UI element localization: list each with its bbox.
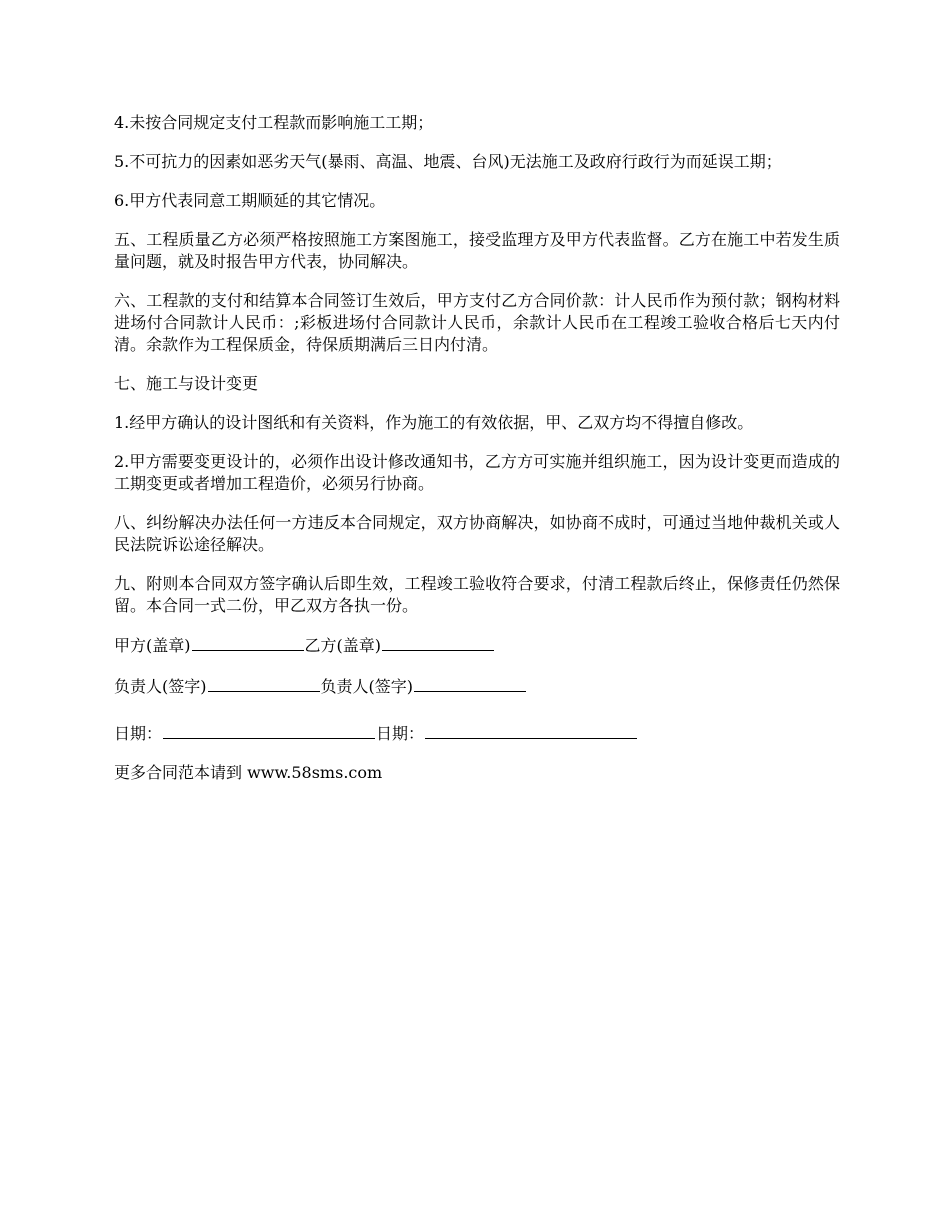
section-payment: 六、工程款的支付和结算本合同签订生效后，甲方支付乙方合同价款：计人民币作为预付款；钢构材料进场付合同款计人民币：;彩板进场付合同款计人民币，余款计人民币在工程竣工验收合格后七天内付清。余款作为工程保质金，待保质期满后三日内付清。 [114,291,840,354]
clause-4: 4.未按合同规定支付工程款而影响施工工期； [114,113,434,132]
party-b-seal-blank[interactable] [382,634,494,651]
party-a-seal-label: 甲方(盖章) [114,636,191,655]
date-line [114,722,840,745]
seal-line [114,634,840,657]
design-change-clause-2: 2.甲方需要变更设计的，必须作出设计修改通知书，乙方方可实施并组织施工，因为设计变更而造成的工期变更或者增加工程造价，必须另行协商。 [114,452,840,493]
party-a-seal-blank[interactable] [192,634,304,651]
section-quality: 五、工程质量乙方必须严格按照施工方案图施工，接受监理方及甲方代表监督。乙方在施工中若发生质量问题，就及时报告甲方代表，协同解决。 [114,230,840,271]
section-dispute: 八、纠纷解决办法任何一方违反本合同规定，双方协商解决，如协商不成时，可通过当地仲裁机关或人民法院诉讼途径解决。 [114,513,840,554]
section-appendix: 九、附则本合同双方签字确认后即生效，工程竣工验收符合要求，付清工程款后终止，保修责任仍然保留。本合同一式二份，甲乙双方各执一份。 [114,574,840,615]
contract-body [114,112,840,784]
design-change-clause-1: 1.经甲方确认的设计图纸和有关资料，作为施工的有效依据，甲、乙双方均不得擅自修改。 [114,413,754,432]
principal-b-blank[interactable] [414,675,526,692]
section-design-change-heading: 七、施工与设计变更 [114,374,259,393]
date-b-label: 日期： [376,724,425,743]
principal-a-label: 负责人(签字) [114,677,207,696]
principal-line [114,675,840,698]
footer-link-text: 更多合同范本请到 www.58sms.com [114,763,383,782]
date-a-blank[interactable] [163,722,375,739]
date-b-blank[interactable] [425,722,637,739]
date-a-label: 日期： [114,724,163,743]
clause-5: 5.不可抗力的因素如恶劣天气(暴雨、高温、地震、台风)无法施工及政府行政行为而延误工期； [114,152,782,171]
principal-a-blank[interactable] [208,675,320,692]
principal-b-label: 负责人(签字) [320,677,413,696]
party-b-seal-label: 乙方(盖章) [304,636,381,655]
clause-6: 6.甲方代表同意工期顺延的其它情况。 [114,191,386,210]
